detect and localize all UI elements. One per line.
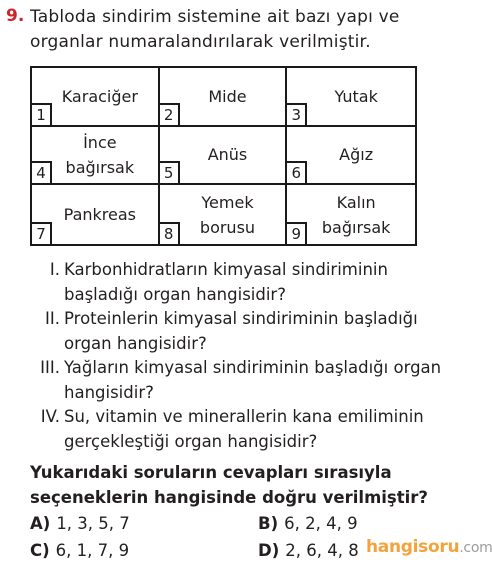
statement-item	[30, 258, 460, 307]
site-watermark	[366, 537, 492, 557]
cell-label: Mide	[208, 86, 247, 106]
statement-numeral: II.	[45, 309, 60, 328]
question-prompt: Yukarıdaki soruların cevapları sırasıyla seçeneklerin hangisinde doğru verilmiştir?	[30, 463, 428, 507]
cell-number: 7	[32, 222, 52, 244]
table-cell	[32, 68, 160, 127]
statement-numeral: I.	[49, 260, 60, 279]
cell-label: Kalın bağırsak	[321, 192, 391, 237]
watermark-brand: hangisoru	[366, 537, 460, 557]
table-cell	[32, 185, 160, 244]
option-text: 2, 6, 4, 8	[285, 541, 359, 560]
cell-label: Karaciğer	[61, 86, 138, 106]
table-cell	[160, 127, 288, 186]
cell-number: 2	[160, 103, 180, 125]
watermark-tld: .com	[459, 540, 492, 556]
option-d[interactable]	[258, 538, 359, 563]
table-cell	[160, 185, 288, 244]
question-number: 9.	[6, 6, 25, 26]
cell-number: 5	[160, 161, 180, 183]
statement-text: Proteinlerin kimyasal sindiriminin başladığı organ hangisidir?	[64, 309, 418, 353]
cell-label: Yemek borusu	[199, 192, 256, 237]
table-cell	[287, 185, 415, 244]
option-text: 6, 2, 4, 9	[284, 514, 358, 533]
cell-label: Ağız	[339, 145, 374, 165]
cell-number: 3	[287, 103, 307, 125]
question-stem: Tabloda sindirim sistemine ait bazı yapı ve organlar numaralandırılarak verilmiştir.	[30, 7, 400, 52]
statement-list	[30, 258, 460, 454]
table-cell	[32, 127, 160, 186]
statement-item	[30, 307, 460, 356]
statement-text: Yağların kimyasal sindiriminin başladığı organ hangisidir?	[64, 358, 442, 402]
option-letter: D)	[258, 541, 280, 560]
statement-text: Karbonhidratların kimyasal sindiriminin başladığı organ hangisidir?	[64, 260, 388, 304]
table-cell	[287, 127, 415, 186]
organ-table	[30, 66, 417, 246]
option-b[interactable]	[258, 511, 358, 536]
option-text: 6, 1, 7, 9	[55, 541, 130, 560]
cell-label: İnce bağırsak	[65, 132, 135, 177]
option-text: 1, 3, 5, 7	[56, 514, 130, 533]
cell-label: Anüs	[207, 145, 248, 165]
table-cell	[160, 68, 288, 127]
statement-item	[30, 405, 460, 454]
option-letter: A)	[30, 514, 51, 533]
table-cell	[287, 68, 415, 127]
cell-label: Pankreas	[63, 205, 136, 225]
cell-label: Yutak	[334, 86, 378, 106]
option-a[interactable]	[30, 511, 130, 536]
option-letter: C)	[30, 541, 50, 560]
option-c[interactable]	[30, 538, 129, 563]
option-letter: B)	[258, 514, 279, 533]
statement-item	[30, 356, 460, 405]
cell-number: 6	[287, 161, 307, 183]
statement-numeral: IV.	[40, 407, 60, 426]
cell-number: 4	[32, 161, 52, 183]
statement-numeral: III.	[40, 358, 60, 377]
cell-number: 8	[160, 222, 180, 244]
cell-number: 9	[287, 222, 307, 244]
statement-text: Su, vitamin ve minerallerin kana emiliminin gerçekleştiği organ hangisidir?	[64, 407, 424, 451]
cell-number: 1	[32, 103, 52, 125]
